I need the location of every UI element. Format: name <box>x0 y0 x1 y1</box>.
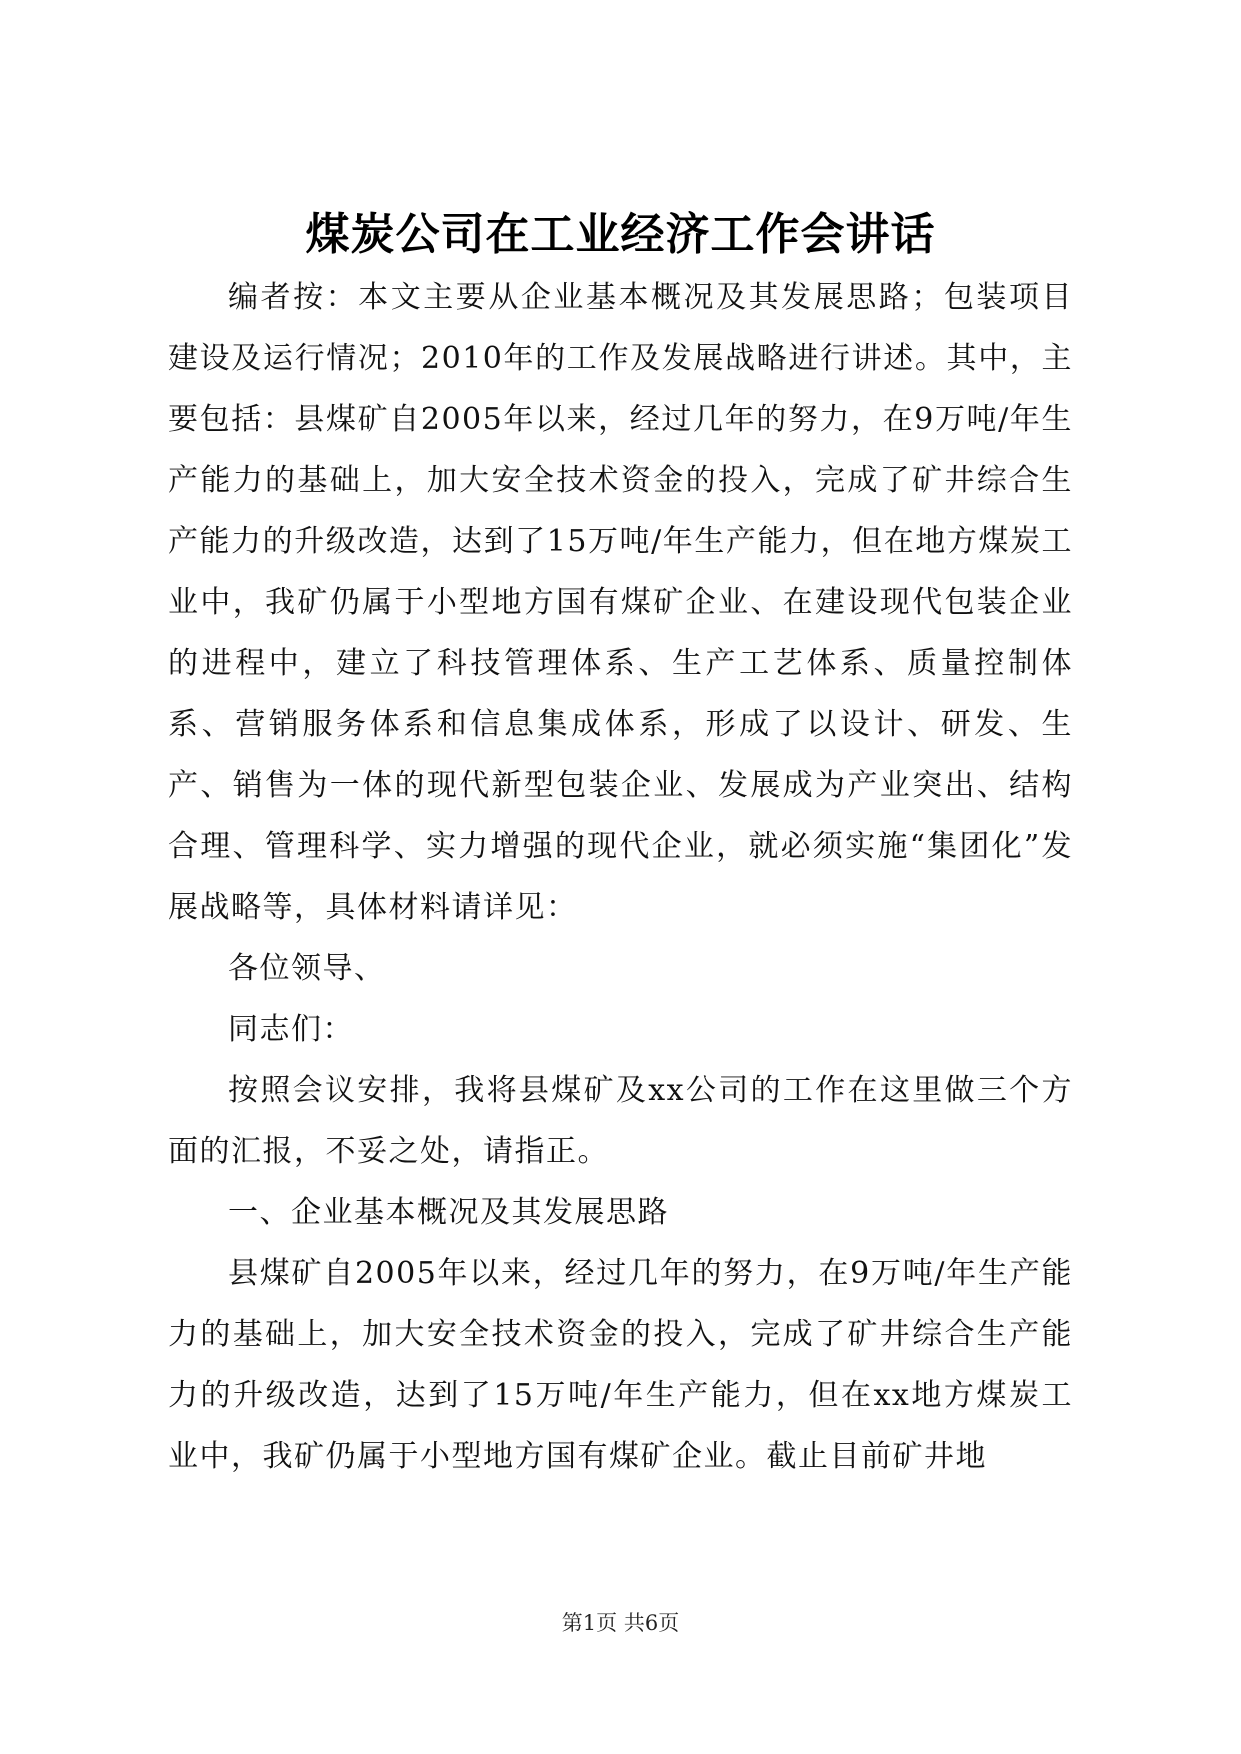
salutation-comrades: 同志们： <box>228 1012 354 1047</box>
body-paragraph: 县煤矿自2005年以来，经过几年的努力，在9万吨/年生产能力的基础上，加大安全技术资金的投入，完成了矿井综合生产能力的升级改造，达到了15万吨/年生产能力，但在xx地方煤炭工业中，我矿仍属于小型地方国有煤矿企业。截止目前矿井地 <box>168 1256 1073 1474</box>
document-title: 煤炭公司在工业经济工作会讲话 <box>305 209 936 260</box>
section-heading: 一、企业基本概况及其发展思路 <box>228 1195 669 1230</box>
editor-note-paragraph: 编者按：本文主要从企业基本概况及其发展思路；包装项目建设及运行情况；2010年的工作及发展战略进行讲述。其中，主要包括：县煤矿自2005年以来，经过几年的努力，在9万吨/年生产能力的基础上，加大安全技术资金的投入，完成了矿井综合生产能力的升级改造，达到了15万吨/年生产能力，但在地方煤炭工业中，我矿仍属于小型地方国有煤矿企业、在建设现代包装企业的进程中，建立了科技管理体系、生产工艺体系、质量控制体系、营销服务体系和信息集成体系，形成了以设计、研发、生产、销售为一体的现代新型包装企业、发展成为产业突出、结构合理、管理科学、实力增强的现代企业，就必须实施“集团化”发展战略等，具体材料请详见： <box>168 280 1073 925</box>
salutation-leaders: 各位领导、 <box>228 951 386 986</box>
page-footer: 第1页 共6页 <box>561 1611 680 1635</box>
document-page <box>168 205 1073 1487</box>
intro-paragraph: 按照会议安排，我将县煤矿及xx公司的工作在这里做三个方面的汇报，不妥之处，请指正。 <box>168 1073 1073 1169</box>
